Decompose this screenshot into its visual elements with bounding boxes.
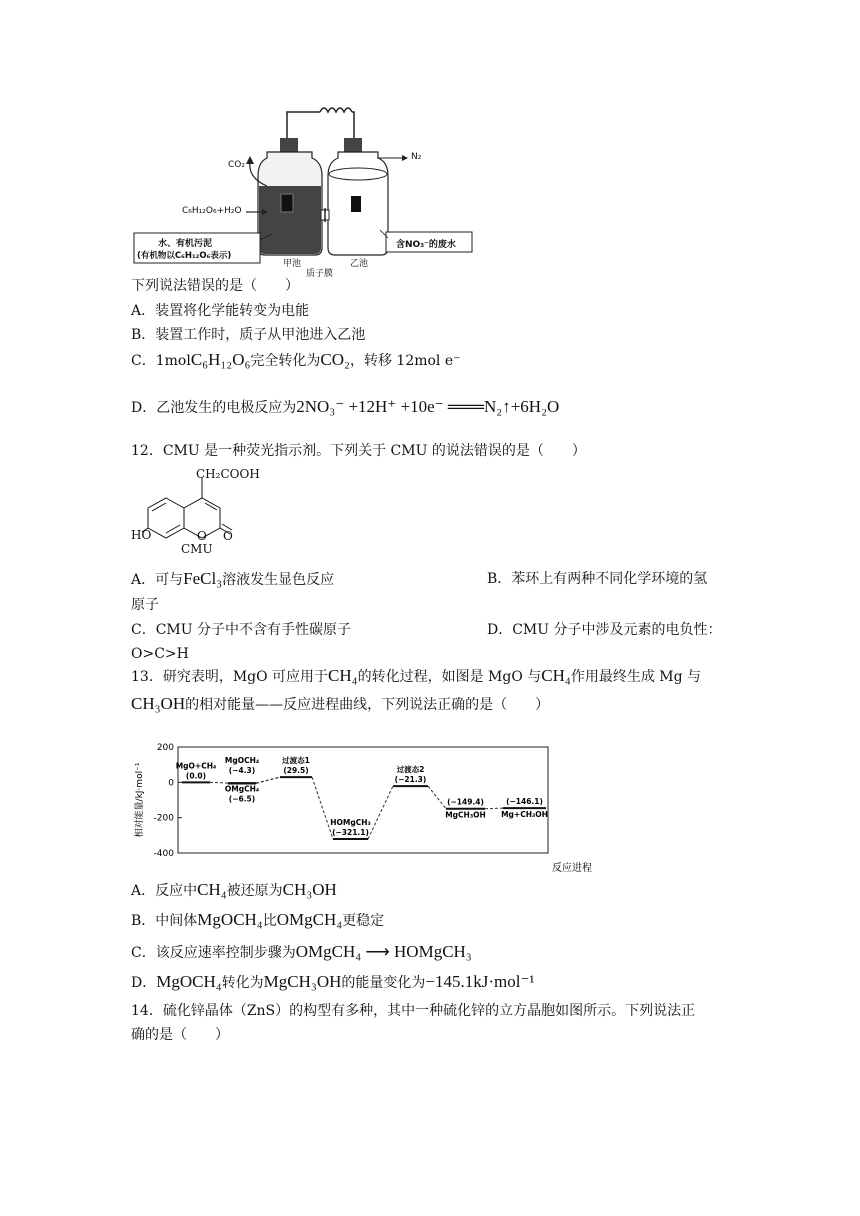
state-value-4: (−321.1) bbox=[332, 828, 369, 838]
q13-a-ch4: CH₄ bbox=[197, 880, 227, 899]
q12-option-a bbox=[131, 569, 334, 590]
left-box-line2: (有机物以C₆H₁₂O₆表示) bbox=[137, 251, 232, 261]
connector-2 bbox=[312, 777, 333, 839]
q13-stem1-ch4b: CH₄ bbox=[541, 666, 571, 685]
q13-a-pre: A．反应中 bbox=[131, 883, 198, 899]
q13-d-post: 的能量变化为 bbox=[341, 975, 426, 991]
q13-stem1-mid: 的转化过程，如图是 MgO 与 bbox=[357, 669, 542, 685]
y-tick-label: -200 bbox=[153, 813, 174, 824]
q11-c-post: ，转移 12mol e⁻ bbox=[349, 353, 461, 369]
y-tick-label: 200 bbox=[156, 743, 174, 753]
q13-b-post: 更稳定 bbox=[342, 913, 385, 929]
connector-3 bbox=[368, 786, 393, 839]
q13-d-label: D． bbox=[131, 975, 157, 991]
q13-option-a bbox=[131, 880, 337, 901]
state-label-2: OMgCH₄ bbox=[224, 784, 260, 794]
q13-stem1-ch4: CH₄ bbox=[328, 666, 358, 685]
right-box-label: 含NO₃⁻的废水 bbox=[396, 240, 456, 250]
state-label-0: MgO+CH₄ bbox=[175, 761, 217, 771]
q13-d-val: −145.1kJ·mol⁻¹ bbox=[425, 972, 535, 991]
q12-a-formula: FeCl₃ bbox=[183, 569, 223, 588]
q13-stem2-formula: CH₃OH bbox=[131, 694, 186, 713]
q13-d-f2: MgCH₃OH bbox=[263, 972, 342, 991]
q11-c-co2: CO₂ bbox=[320, 350, 350, 369]
q13-stem1-pre: 13．研究表明，MgO 可应用于 bbox=[131, 669, 329, 685]
y-tick-label: -400 bbox=[153, 849, 174, 859]
state-value-1: (−4.3) bbox=[228, 766, 256, 776]
q14-stem-line2: 确的是（ ） bbox=[131, 1027, 229, 1043]
yi-label: 乙池 bbox=[350, 259, 369, 269]
q13-d-mid: 转化为 bbox=[221, 975, 264, 991]
q11-c-pre: C．1mol bbox=[131, 353, 191, 369]
q11-d-pre: D．乙池发生的电极反应为 bbox=[131, 400, 297, 416]
q13-stem-line2 bbox=[131, 694, 549, 715]
state-value-3: (29.5) bbox=[283, 766, 309, 776]
left-box-line1: 水、有机污泥 bbox=[158, 239, 213, 249]
q13-a-mid: 被还原为 bbox=[226, 883, 283, 899]
state-label-5: 过渡态2 bbox=[396, 765, 425, 775]
state-label-1: MgOCH₄ bbox=[224, 756, 260, 766]
co2-label: CO₂ bbox=[228, 160, 245, 170]
n2-label: N₂ bbox=[411, 152, 422, 162]
connector-0 bbox=[210, 782, 228, 783]
q12-a-pre: A．可与 bbox=[131, 572, 184, 588]
q12-a-post: 溶液发生显色反应 bbox=[222, 572, 335, 588]
cmu-ring-o-label: O bbox=[197, 529, 207, 543]
reactant-label: C₆H₁₂O₆+H₂O bbox=[182, 206, 242, 216]
cmu-ch2cooh-label: CH₂COOH bbox=[196, 467, 260, 481]
jia-label: 甲池 bbox=[283, 259, 302, 269]
q13-c-eq: OMgCH₄ ⟶ HOMgCH₃ bbox=[295, 942, 472, 961]
q11-option-a: A．装置将化学能转变为电能 bbox=[131, 303, 310, 319]
q11-d-eq: 2NO₃⁻ +12H⁺ +10e⁻ ═══N₂↑+6H₂O bbox=[296, 397, 560, 416]
q12-stem: 12．CMU 是一种荧光指示剂。下列关于 CMU 的说法错误的是（ ） bbox=[131, 443, 586, 459]
q13-stem1-post: 作用最终生成 Mg 与 bbox=[570, 669, 702, 685]
q11-option-c bbox=[131, 350, 461, 371]
y-axis-label: 相对能量/kJ·mol⁻¹ bbox=[135, 762, 145, 838]
state-label-3: 过渡态1 bbox=[282, 756, 310, 766]
q13-b-f1: MgOCH₄ bbox=[197, 910, 263, 929]
connector-omgch4 bbox=[256, 777, 280, 783]
state-value-0: (0.0) bbox=[185, 771, 207, 781]
q13-option-c bbox=[131, 942, 472, 963]
state-value-2: (−6.5) bbox=[228, 794, 256, 804]
q11-c-mid: 完全转化为 bbox=[250, 353, 321, 369]
cmu-name-label: CMU bbox=[181, 542, 213, 556]
state-value-7: (−146.1) bbox=[506, 797, 543, 807]
q12-option-b-cont: 原子 bbox=[131, 597, 159, 613]
energy-profile-chart bbox=[128, 735, 592, 875]
connector-5 bbox=[485, 808, 503, 809]
x-axis-label: 反应进程 bbox=[552, 863, 592, 874]
state-label-4: HOMgCH₃ bbox=[330, 818, 371, 828]
y-tick-label: 0 bbox=[168, 778, 174, 789]
q13-b-mid: 比 bbox=[262, 913, 277, 929]
q11-option-b: B．装置工作时，质子从甲池进入乙池 bbox=[131, 327, 366, 343]
q11-stem: 下列说法错误的是（ ） bbox=[131, 278, 299, 294]
q13-stem2-post: 的相对能量——反应进程曲线，下列说法正确的是（ ） bbox=[185, 697, 550, 713]
q13-option-b bbox=[131, 910, 384, 931]
q13-b-pre: B．中间体 bbox=[131, 913, 198, 929]
q13-d-f1: MgOCH₄ bbox=[156, 972, 222, 991]
q11-option-d bbox=[131, 397, 559, 418]
q13-b-f2: OMgCH₄ bbox=[276, 910, 343, 929]
q13-option-d bbox=[131, 972, 535, 993]
q13-a-meoh: CH₃OH bbox=[282, 880, 337, 899]
q12-option-d-cont: O>C>H bbox=[131, 646, 189, 662]
q14-stem-line1: 14．硫化锌晶体（ZnS）的构型有多种，其中一种硫化锌的立方晶胞如图所示。下列说法正 bbox=[131, 1003, 696, 1019]
membrane-label: 质子膜 bbox=[306, 269, 334, 279]
state-value-5: (−21.3) bbox=[394, 775, 427, 785]
state-label-6: MgCH₃OH bbox=[445, 810, 486, 820]
cmu-carbonyl-o-label: O bbox=[223, 529, 233, 543]
q12-option-c: C．CMU 分子中不含有手性碳原子 bbox=[131, 622, 352, 638]
q12-option-d: D．CMU 分子中涉及元素的电负性： bbox=[487, 622, 722, 638]
q11-c-formula: C₆H₁₂O₆ bbox=[190, 350, 251, 369]
state-label-7: Mg+CH₃OH bbox=[501, 810, 548, 820]
q12-option-b: B．苯环上有两种不同化学环境的氢 bbox=[487, 571, 708, 587]
q13-stem-line1 bbox=[131, 666, 701, 687]
q13-c-pre: C．该反应速率控制步骤为 bbox=[131, 945, 296, 961]
state-value-6: (−149.4) bbox=[447, 797, 484, 807]
connector-4 bbox=[428, 786, 446, 809]
cmu-ho-label: HO bbox=[131, 528, 152, 542]
